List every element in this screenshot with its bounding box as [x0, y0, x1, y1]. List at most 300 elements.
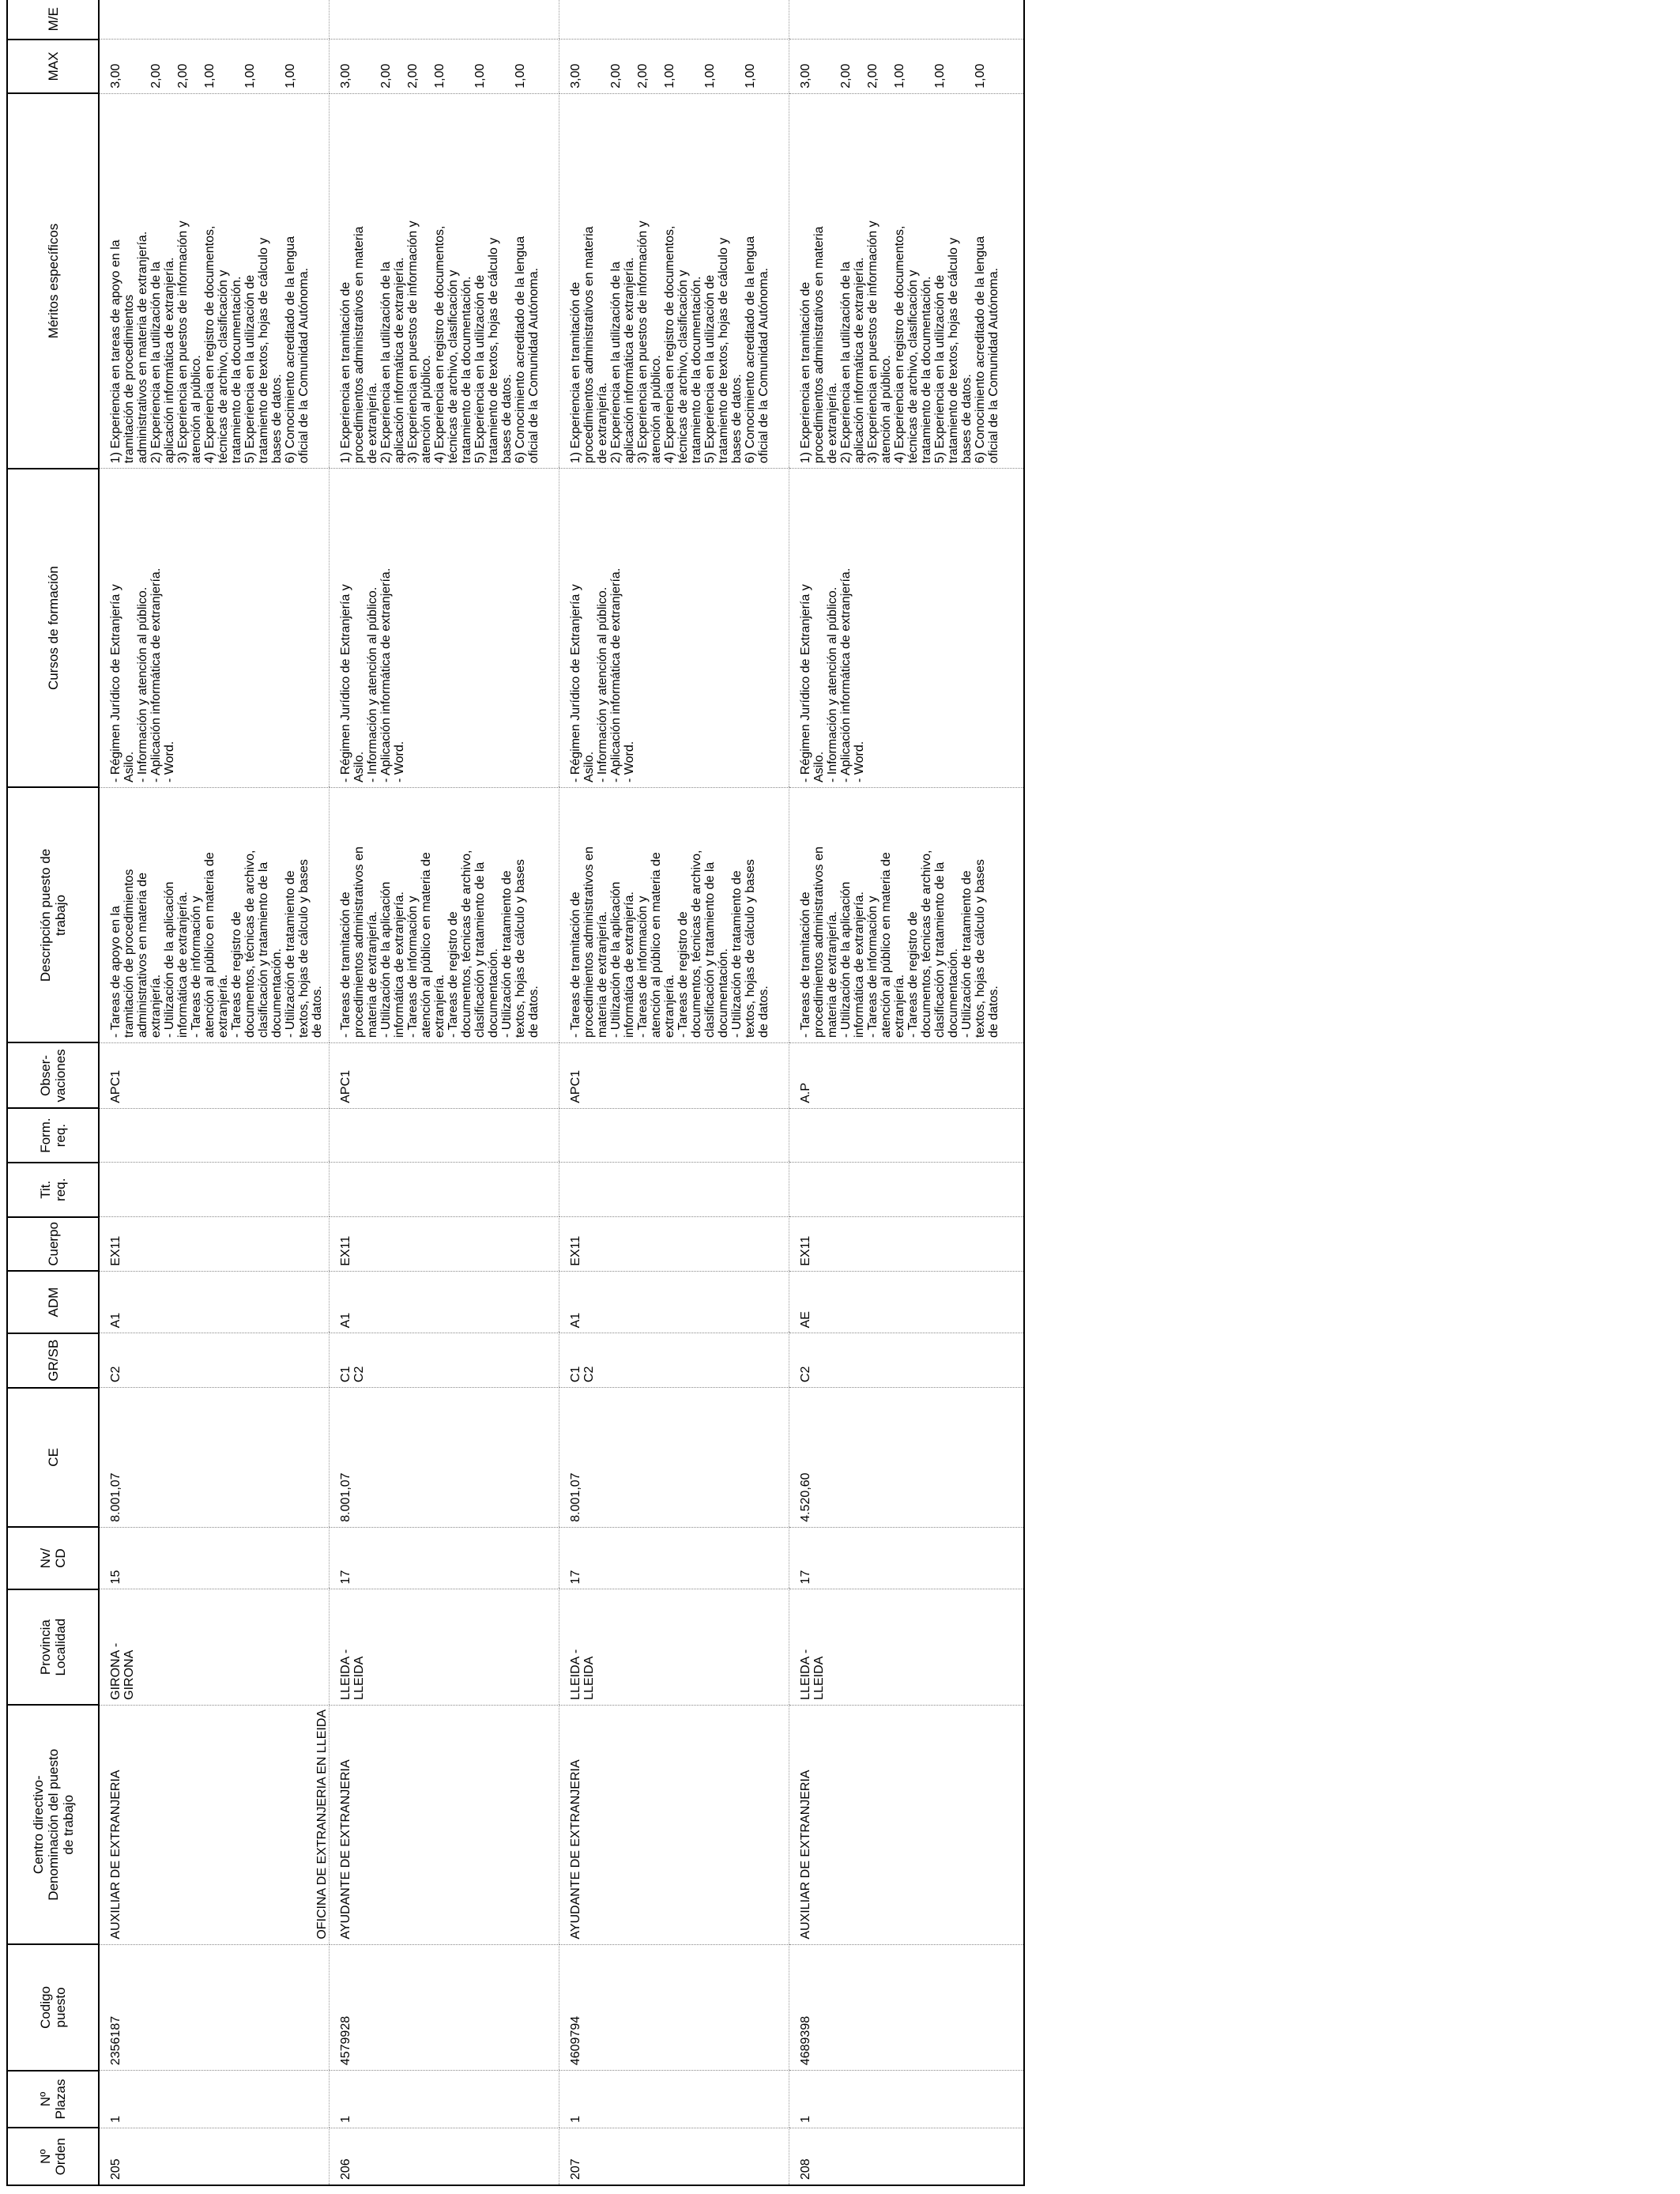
- cell-ce: [789, 1388, 1025, 1528]
- provincia-value: LLEIDA -: [799, 1649, 812, 1700]
- grsb-value: C2: [582, 1366, 596, 1383]
- merito-line: oficial de la Comunidad Autónoma.: [987, 267, 1000, 464]
- max-spacer: [596, 44, 609, 89]
- curso-line: Asilo.: [582, 751, 596, 782]
- cell-obs: [789, 1043, 1025, 1109]
- merito-line: 2) Experiencia en la utilización de la: [149, 261, 163, 464]
- max-value: 2,00: [406, 63, 420, 89]
- cell-form: [789, 1108, 1025, 1163]
- cell-desc: [789, 787, 1025, 1042]
- cell-me: [330, 0, 559, 40]
- descripcion-line: - Utilización de la aplicación: [379, 881, 393, 1038]
- descripcion-line: documentación.: [487, 948, 500, 1038]
- curso-line: - Información y atención al público.: [136, 586, 149, 782]
- max-spacer: [230, 44, 243, 89]
- descripcion-line: - Tareas de tramitación de: [339, 892, 352, 1038]
- header-cuerpo: [7, 1217, 99, 1272]
- descripcion-line: documentos, técnicas de archivo,: [920, 850, 933, 1038]
- cell-cursos: [99, 469, 330, 788]
- max-spacer: [717, 44, 730, 89]
- cell-tit: [99, 1163, 330, 1217]
- cell-ce: [99, 1388, 330, 1528]
- obs-value: APC1: [109, 1069, 122, 1103]
- cell-plazas: [330, 2071, 559, 2128]
- header-provincia-text: Provincia: [38, 1619, 53, 1676]
- header-orden-text: Nº: [38, 2149, 53, 2164]
- merito-line: 3) Experiencia en puestos de información y: [866, 221, 880, 464]
- header-provincia: [7, 1589, 99, 1705]
- descripcion-line: clasificación y tratamiento de la: [257, 861, 270, 1038]
- provincia-value: LLEIDA: [582, 1656, 596, 1700]
- cell-cursos: [789, 469, 1025, 788]
- max-spacer: [366, 44, 379, 89]
- curso-line: Asilo.: [122, 751, 136, 782]
- descripcion-line: atención al público en materia de: [420, 852, 433, 1038]
- descripcion-line: informática de extranjería.: [393, 892, 406, 1038]
- header-grsb: [7, 1333, 99, 1388]
- denominacion-value: AUXILIAR DE EXTRANJERIA: [799, 1770, 812, 1940]
- provincia-value: LLEIDA -: [339, 1649, 352, 1700]
- nivel-value: 15: [109, 1570, 122, 1585]
- header-cursos-text: Cursos de formación: [45, 566, 61, 690]
- max-value: 2,00: [636, 63, 650, 89]
- cell-max: [330, 40, 559, 94]
- cuerpo-value: EX11: [799, 1235, 812, 1266]
- merito-line: procedimientos administrativos en materia: [812, 226, 826, 464]
- curso-line: - Régimen Jurídico de Extranjería y: [109, 584, 122, 782]
- cell-meritos: [789, 93, 1025, 468]
- header-obs: [7, 1043, 99, 1109]
- max-value: 1,00: [284, 63, 297, 89]
- cell-obs: [330, 1043, 559, 1109]
- header-orden: [7, 2128, 99, 2185]
- curso-line: - Aplicación informática de extranjería.: [379, 567, 393, 782]
- max-value: 2,00: [176, 63, 190, 89]
- descripcion-line: tramitación de procedimientos: [122, 869, 136, 1038]
- descripcion-line: atención al público en materia de: [880, 852, 893, 1038]
- grsb-value: C1: [339, 1366, 352, 1383]
- cell-obs: [559, 1043, 789, 1109]
- descripcion-line: - Tareas de registro de: [676, 911, 690, 1038]
- curso-line: - Word.: [623, 741, 636, 782]
- merito-line: 6) Conocimiento acreditado de la lengua: [974, 236, 987, 464]
- merito-line: administrativos en materia de extranjería.: [136, 231, 149, 464]
- descripcion-line: - Tareas de registro de: [906, 911, 920, 1038]
- cell-orden: [330, 2128, 559, 2185]
- max-spacer: [136, 44, 149, 89]
- descripcion-line: - Tareas de apoyo en la: [109, 906, 122, 1038]
- cuerpo-value: EX11: [569, 1235, 582, 1266]
- cell-centro: [789, 1705, 1025, 1944]
- grsb-value: C2: [109, 1366, 122, 1383]
- merito-line: tratamiento de la documentación.: [230, 276, 243, 464]
- cell-codigo: [99, 1944, 330, 2070]
- max-value: 3,00: [799, 63, 812, 89]
- merito-line: atención al público.: [880, 355, 893, 464]
- max-value: 3,00: [569, 63, 582, 89]
- adm-value: A1: [339, 1312, 352, 1329]
- table-body: [99, 0, 1024, 2185]
- merito-line: atención al público.: [420, 355, 433, 464]
- merito-line: 5) Experiencia en la utilización de: [243, 274, 257, 464]
- adm-value: A1: [569, 1312, 582, 1329]
- merito-line: 4) Experiencia en registro de documentos,: [203, 225, 217, 464]
- merito-line: oficial de la Comunidad Autónoma.: [297, 267, 311, 464]
- plazas-value: 1: [569, 2115, 582, 2123]
- plazas-value: 1: [339, 2115, 352, 2123]
- cell-adm: [789, 1271, 1025, 1333]
- cell-provincia: [330, 1589, 559, 1705]
- denominacion-value: AUXILIAR DE EXTRANJERIA: [109, 1770, 122, 1940]
- merito-line: técnicas de archivo, clasificación y: [906, 270, 920, 464]
- merito-line: 3) Experiencia en puestos de información y: [176, 221, 190, 464]
- descripcion-line: documentos, técnicas de archivo,: [243, 850, 257, 1038]
- header-adm: [7, 1271, 99, 1333]
- provincia-value: GIRONA: [122, 1649, 136, 1700]
- max-spacer: [582, 44, 596, 89]
- descripcion-line: administrativos en materia de: [136, 873, 149, 1038]
- max-value: 1,00: [744, 63, 757, 89]
- descripcion-line: materia de extranjería.: [596, 910, 609, 1038]
- max-spacer: [527, 44, 541, 89]
- descripcion-line: - Tareas de tramitación de: [569, 892, 582, 1038]
- cell-nivel: [99, 1527, 330, 1589]
- merito-line: bases de datos.: [730, 374, 744, 464]
- descripcion-line: - Tareas de información y: [406, 895, 420, 1038]
- cell-nivel: [330, 1527, 559, 1589]
- header-codigo: [7, 1944, 99, 2070]
- header-codigo-text: puesto: [53, 1987, 68, 2028]
- max-value: 1,00: [974, 63, 987, 89]
- max-spacer: [623, 44, 636, 89]
- max-value: 1,00: [933, 63, 947, 89]
- cell-orden: [99, 2128, 330, 2185]
- cell-centro: [315, 1705, 559, 1944]
- cell-adm: [559, 1271, 789, 1333]
- header-tit: [7, 1163, 99, 1217]
- descripcion-line: textos, hojas de cálculo y bases: [514, 859, 527, 1038]
- nivel-value: 17: [569, 1570, 582, 1585]
- descripcion-line: documentación.: [717, 948, 730, 1038]
- cell-codigo: [559, 1944, 789, 2070]
- codigo-value: 4609794: [569, 2015, 582, 2066]
- cell-orden: [559, 2128, 789, 2185]
- merito-line: 5) Experiencia en la utilización de: [933, 274, 947, 464]
- cell-me: [99, 0, 330, 40]
- max-spacer: [163, 44, 176, 89]
- header-tit-text: Tit.: [38, 1180, 53, 1199]
- merito-line: tratamiento de textos, hojas de cálculo y: [947, 237, 960, 464]
- descripcion-line: - Utilización de la aplicación: [839, 881, 853, 1038]
- header-meritos-text: Méritos específicos: [45, 223, 61, 339]
- merito-line: aplicación informática de extranjería.: [853, 257, 866, 464]
- merito-line: tratamiento de textos, hojas de cálculo y: [487, 237, 500, 464]
- max-spacer: [487, 44, 500, 89]
- descripcion-line: - Utilización de la aplicación: [609, 881, 623, 1038]
- curso-line: - Aplicación informática de extranjería.: [609, 567, 623, 782]
- merito-line: bases de datos.: [270, 374, 284, 464]
- descripcion-line: atención al público en materia de: [203, 852, 217, 1038]
- header-max: [7, 40, 99, 94]
- cell-grsb: [330, 1333, 559, 1388]
- descripcion-line: - Tareas de información y: [190, 895, 203, 1038]
- cell-grsb: [99, 1333, 330, 1388]
- max-spacer: [906, 44, 920, 89]
- header-ce-text: CE: [45, 1448, 61, 1467]
- cell-meritos: [559, 93, 789, 468]
- cell-centro: [99, 1705, 330, 1944]
- descripcion-line: atención al público en materia de: [650, 852, 663, 1038]
- merito-line: bases de datos.: [500, 374, 514, 464]
- header-provincia-text: Localidad: [53, 1618, 68, 1676]
- merito-line: oficial de la Comunidad Autónoma.: [527, 267, 541, 464]
- merito-line: técnicas de archivo, clasificación y: [217, 270, 230, 464]
- merito-line: tratamiento de la documentación.: [460, 276, 473, 464]
- header-cursos: [7, 469, 99, 788]
- max-value: 2,00: [149, 63, 163, 89]
- provincia-value: LLEIDA -: [569, 1649, 582, 1700]
- max-value: 1,00: [243, 63, 257, 89]
- descripcion-line: textos, hojas de cálculo y bases: [974, 859, 987, 1038]
- orden-value: 205: [109, 2158, 122, 2180]
- cell-ce: [330, 1388, 559, 1528]
- cell-grsb: [559, 1333, 789, 1388]
- cell-desc: [559, 787, 789, 1042]
- merito-line: atención al público.: [650, 355, 663, 464]
- merito-line: 1) Experiencia en tramitación de: [799, 281, 812, 464]
- descripcion-line: - Utilización de la aplicación: [163, 881, 176, 1038]
- merito-line: 1) Experiencia en tareas de apoyo en la: [109, 239, 122, 464]
- descripcion-line: - Tareas de información y: [636, 895, 650, 1038]
- cell-cuerpo: [789, 1217, 1025, 1272]
- max-value: 3,00: [109, 63, 122, 89]
- provincia-value: LLEIDA: [812, 1656, 826, 1700]
- cell-meritos: [330, 93, 559, 468]
- merito-line: tratamiento de textos, hojas de cálculo y: [257, 237, 270, 464]
- max-spacer: [500, 44, 514, 89]
- header-centro-text: Centro directivo-: [30, 1775, 46, 1875]
- header-desc-text: Descripción puesto de: [38, 848, 53, 982]
- descripcion-line: procedimientos administrativos en: [582, 846, 596, 1038]
- max-spacer: [217, 44, 230, 89]
- merito-line: técnicas de archivo, clasificación y: [676, 270, 690, 464]
- orden-value: 206: [339, 2158, 352, 2180]
- table-header-row: [7, 0, 99, 2185]
- grsb-value: C1: [569, 1366, 582, 1383]
- cuerpo-value: EX11: [339, 1235, 352, 1266]
- cell-cuerpo: [330, 1217, 559, 1272]
- descripcion-line: informática de extranjería.: [853, 892, 866, 1038]
- ce-value: 4.520,60: [799, 1472, 812, 1522]
- descripcion-line: - Tareas de información y: [866, 895, 880, 1038]
- max-value: 2,00: [379, 63, 393, 89]
- cell-form: [330, 1108, 559, 1163]
- ce-value: 8.001,07: [339, 1472, 352, 1522]
- max-value: 1,00: [514, 63, 527, 89]
- descripcion-line: - Tareas de registro de: [230, 911, 243, 1038]
- max-spacer: [460, 44, 473, 89]
- header-form-text: req.: [53, 1123, 68, 1148]
- job-positions-table: [6, 0, 1025, 2186]
- header-form: [7, 1108, 99, 1163]
- merito-line: de extranjería.: [596, 382, 609, 464]
- denominacion-value: AYUDANTE DE EXTRANJERIA: [569, 1759, 582, 1940]
- merito-line: 6) Conocimiento acreditado de la lengua: [744, 236, 757, 464]
- plazas-value: 1: [109, 2115, 122, 2123]
- cell-orden: [789, 2128, 1025, 2185]
- cell-plazas: [559, 2071, 789, 2128]
- merito-line: atención al público.: [190, 355, 203, 464]
- header-cuerpo-text: Cuerpo: [45, 1221, 61, 1266]
- merito-line: 5) Experiencia en la utilización de: [703, 274, 717, 464]
- merito-line: tramitación de procedimientos: [122, 294, 136, 464]
- merito-line: 2) Experiencia en la utilización de la: [839, 261, 853, 464]
- cell-meritos: [99, 93, 330, 468]
- header-obs-text: Obser-: [38, 1054, 53, 1096]
- max-value: 2,00: [866, 63, 880, 89]
- plazas-value: 1: [799, 2115, 812, 2123]
- max-spacer: [960, 44, 974, 89]
- ce-value: 8.001,07: [109, 1472, 122, 1522]
- header-meritos: [7, 93, 99, 468]
- header-centro: [7, 1705, 99, 1944]
- descripcion-line: textos, hojas de cálculo y bases: [744, 859, 757, 1038]
- max-spacer: [190, 44, 203, 89]
- curso-line: - Word.: [853, 741, 866, 782]
- cell-centro: [559, 1705, 789, 1944]
- max-spacer: [757, 44, 770, 89]
- max-value: 1,00: [433, 63, 446, 89]
- descripcion-line: de datos.: [757, 986, 770, 1038]
- max-spacer: [826, 44, 839, 89]
- curso-line: - Word.: [163, 741, 176, 782]
- cell-desc: [330, 787, 559, 1042]
- cell-form: [99, 1108, 330, 1163]
- max-spacer: [676, 44, 690, 89]
- curso-line: - Word.: [393, 741, 406, 782]
- merito-line: 4) Experiencia en registro de documentos,: [893, 225, 906, 464]
- header-ce: [7, 1388, 99, 1528]
- table-row: [99, 0, 330, 2185]
- merito-line: procedimientos administrativos en materia: [352, 226, 366, 464]
- cell-obs: [99, 1043, 330, 1109]
- merito-line: tratamiento de la documentación.: [920, 276, 933, 464]
- cell-adm: [330, 1271, 559, 1333]
- cell-nivel: [559, 1527, 789, 1589]
- merito-line: aplicación informática de extranjería.: [623, 257, 636, 464]
- header-obs-text: vaciones: [53, 1049, 68, 1103]
- max-spacer: [122, 44, 136, 89]
- grsb-value: C2: [352, 1366, 366, 1383]
- cell-adm: [99, 1271, 330, 1333]
- curso-line: - Régimen Jurídico de Extranjería y: [569, 584, 582, 782]
- max-spacer: [257, 44, 270, 89]
- adm-value: A1: [109, 1312, 122, 1329]
- header-codigo-text: Codigo: [38, 1985, 53, 2029]
- descripcion-line: - Utilización de tratamiento de: [500, 870, 514, 1038]
- table-row: [789, 0, 1025, 2185]
- cell-cuerpo: [559, 1217, 789, 1272]
- descripcion-line: textos, hojas de cálculo y bases: [297, 859, 311, 1038]
- descripcion-line: - Utilización de tratamiento de: [730, 870, 744, 1038]
- cell-me: [559, 0, 789, 40]
- curso-line: Asilo.: [352, 751, 366, 782]
- curso-line: - Régimen Jurídico de Extranjería y: [799, 584, 812, 782]
- cell-tit: [330, 1163, 559, 1217]
- nivel-value: 17: [339, 1570, 352, 1585]
- max-spacer: [812, 44, 826, 89]
- header-form-text: Form.: [38, 1118, 53, 1153]
- max-value: 1,00: [663, 63, 676, 89]
- curso-line: - Aplicación informática de extranjería.: [839, 567, 853, 782]
- cell-provincia: [99, 1589, 330, 1705]
- max-spacer: [420, 44, 433, 89]
- merito-line: 3) Experiencia en puestos de información y: [406, 221, 420, 464]
- cell-max: [789, 40, 1025, 94]
- cuerpo-value: EX11: [109, 1235, 122, 1266]
- merito-line: 6) Conocimiento acreditado de la lengua: [514, 236, 527, 464]
- cell-grsb: [789, 1333, 1025, 1388]
- curso-line: - Aplicación informática de extranjería.: [149, 567, 163, 782]
- max-spacer: [270, 44, 284, 89]
- descripcion-line: materia de extranjería.: [366, 910, 379, 1038]
- centro-directivo-name: OFICINA DE EXTRANJERIA EN LLEIDA: [315, 1709, 329, 1940]
- descripcion-line: clasificación y tratamiento de la: [933, 861, 947, 1038]
- descripcion-line: extranjería.: [893, 974, 906, 1038]
- header-tit-text: req.: [53, 1178, 68, 1201]
- max-value: 1,00: [703, 63, 717, 89]
- descripcion-line: de datos.: [527, 986, 541, 1038]
- cell-provincia: [789, 1589, 1025, 1705]
- cell-ce: [559, 1388, 789, 1528]
- cell-cursos: [559, 469, 789, 788]
- max-value: 2,00: [609, 63, 623, 89]
- merito-line: procedimientos administrativos en materia: [582, 226, 596, 464]
- max-spacer: [446, 44, 460, 89]
- cell-tit: [559, 1163, 789, 1217]
- descripcion-line: extranjería.: [663, 974, 676, 1038]
- curso-line: - Información y atención al público.: [366, 586, 379, 782]
- header-orden-text: Orden: [53, 2138, 68, 2176]
- curso-line: Asilo.: [812, 751, 826, 782]
- header-centro-text: Denominación del puesto: [45, 1748, 61, 1901]
- merito-line: 6) Conocimiento acreditado de la lengua: [284, 236, 297, 464]
- descripcion-line: procedimientos administrativos en: [352, 846, 366, 1038]
- codigo-value: 4579928: [339, 2015, 352, 2066]
- merito-line: 1) Experiencia en tramitación de: [569, 281, 582, 464]
- header-centro-text: de trabajo: [60, 1794, 76, 1855]
- nivel-value: 17: [799, 1570, 812, 1585]
- descripcion-line: materia de extranjería.: [826, 910, 839, 1038]
- merito-line: tratamiento de textos, hojas de cálculo y: [717, 237, 730, 464]
- cell-max: [99, 40, 330, 94]
- header-grsb-text: GR/SB: [45, 1339, 61, 1382]
- table-row: [559, 0, 789, 2185]
- merito-line: técnicas de archivo, clasificación y: [446, 270, 460, 464]
- descripcion-line: documentos, técnicas de archivo,: [690, 850, 703, 1038]
- cell-tit: [789, 1163, 1025, 1217]
- merito-line: 1) Experiencia en tramitación de: [339, 281, 352, 464]
- descripcion-line: - Tareas de tramitación de: [799, 892, 812, 1038]
- ce-value: 8.001,07: [569, 1472, 582, 1522]
- cell-desc: [99, 787, 330, 1042]
- max-spacer: [920, 44, 933, 89]
- descripcion-line: documentos, técnicas de archivo,: [460, 850, 473, 1038]
- codigo-value: 2356187: [109, 2015, 122, 2066]
- header-adm-text: ADM: [45, 1287, 61, 1318]
- provincia-value: LLEIDA: [352, 1656, 366, 1700]
- merito-line: tratamiento de la documentación.: [690, 276, 703, 464]
